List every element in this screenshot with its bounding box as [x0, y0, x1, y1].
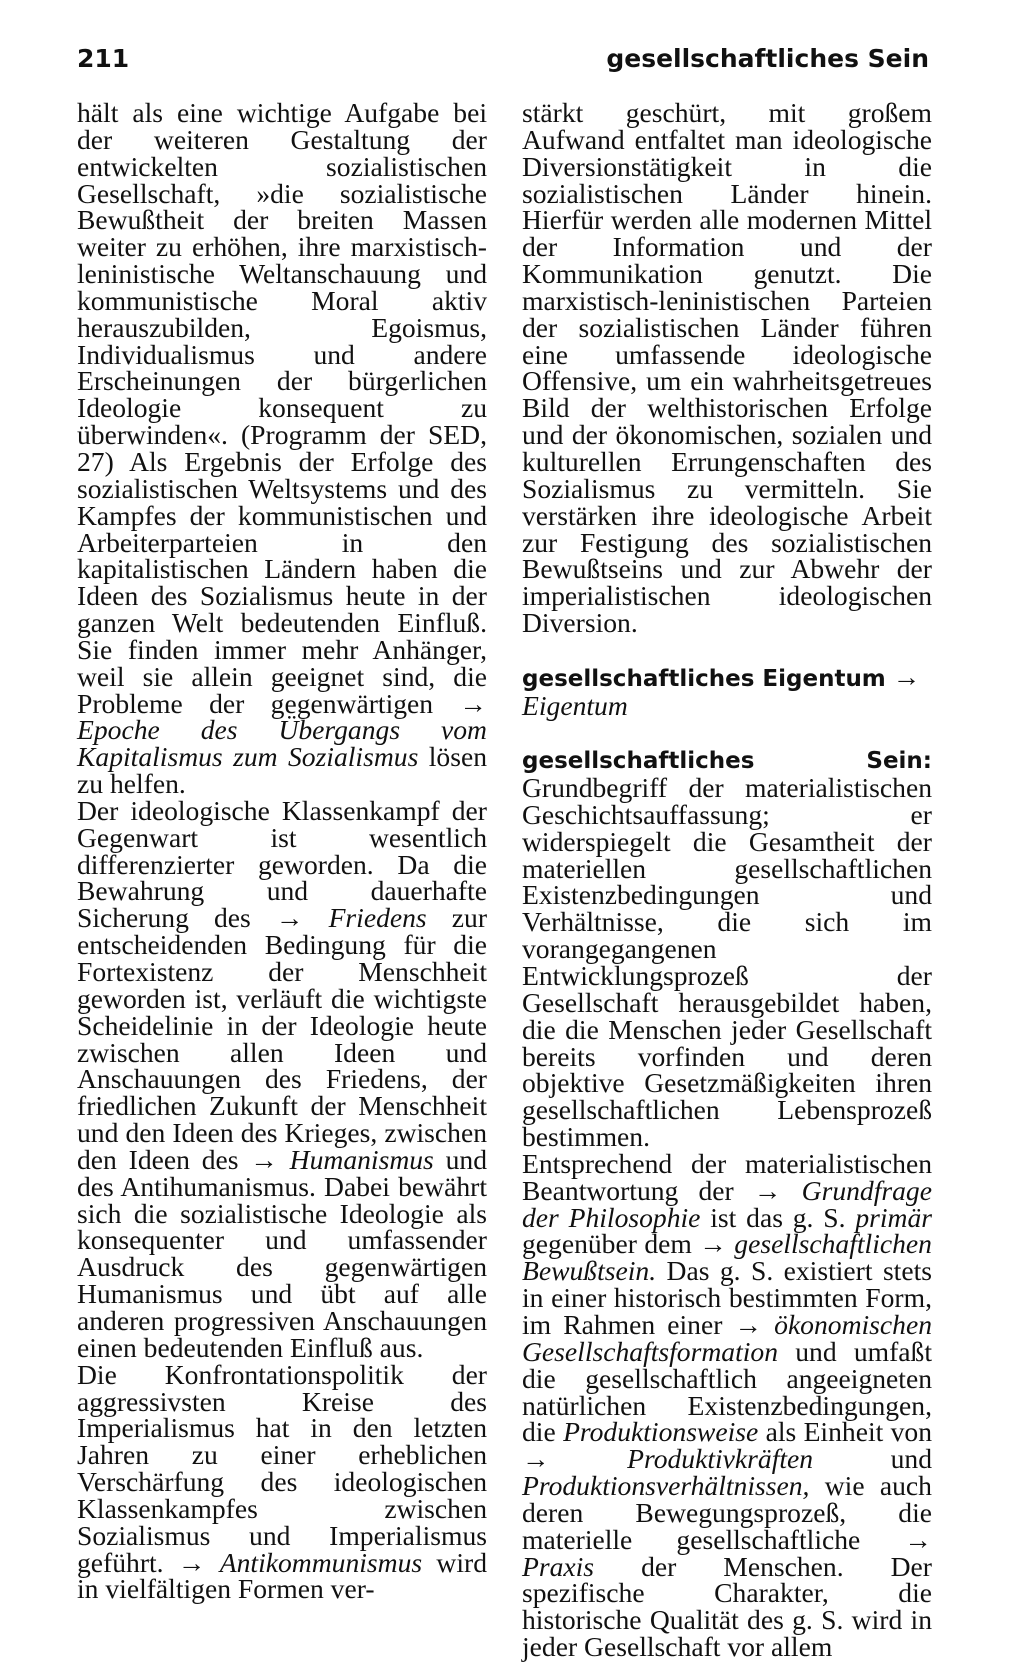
- body-text: Die Konfrontationspolitik der aggressivsten Kreise des Imperialismus hat in den letzten Jahren zu einer erheblichen Verschärfung des ideologischen Klassenkampfes zwischen Sozialismus und Imperialismus geführt. →: [77, 1358, 487, 1578]
- entry-headword: gesellschaftliches Eigentum: [522, 665, 886, 692]
- paragraph: [77, 97, 487, 800]
- paragraph: [77, 794, 488, 1363]
- running-head: gesellschaftliches Sein: [606, 44, 929, 73]
- body-text: als Einheit von →: [522, 1416, 932, 1475]
- emphasis: Produktionsweise: [563, 1416, 759, 1448]
- body-text: lösen zu helfen.: [77, 741, 487, 800]
- page-number: 211: [77, 44, 130, 73]
- dictionary-entry: [522, 746, 932, 1151]
- cross-reference: Eigentum: [522, 689, 628, 721]
- cross-reference: Epoche des Übergangs vom Kapitalismus zum Sozialismus: [77, 714, 487, 773]
- paragraph: [77, 1358, 488, 1605]
- body-text: und umfaßt die gesellschaftlich angeeigneten natürlichen Existenzbedingungen, die: [522, 1335, 932, 1448]
- cross-reference: Antikommunismus: [219, 1546, 423, 1578]
- body-text: Grundbegriff der materialistischen Geschichtsauffassung; er widerspiegelt die Gesamtheit der materiellen gesellschaftlichen Existenzbedingungen und Verhältnisse, die sich im vorangegangenen Entwicklungsprozeß der Gesellschaft herausgebildet haben, die die Menschen jeder Gesellschaft bereits vorfinden und deren objektive Gesetzmäßigkeiten ihren gesellschaftlichen Lebensprozeß bestimmen.: [522, 772, 932, 1153]
- cross-reference: Humanismus: [289, 1143, 434, 1175]
- body-text: gegenüber dem →: [522, 1228, 727, 1260]
- right-column: [522, 97, 933, 1662]
- cross-reference: Friedens: [328, 902, 427, 934]
- arrow: →: [892, 660, 921, 692]
- cross-reference: Praxis: [522, 1550, 595, 1582]
- cross-reference: Grundfrage der Philosophie: [522, 1174, 932, 1233]
- paragraph: stärkt geschürt, mit großem Aufwand entfaltet man ideologische Diversionstätigkeit in die sozialistischen Länder hinein. Hierfür werden alle modernen Mittel der Information und der Kommunikation genutzt. Die marxistisch-leninistischen Parteien der sozialistischen Länder führen eine umfassende ideologische Offensive, um ein wahrheitsgetreues Bild der welthistorischen Erfolge und der ökonomischen, sozialen und kulturellen Errungenschaften des Sozialismus zu vermitteln. Sie verstärken ihre ideologische Arbeit zur Festigung des sozialistischen Bewußtseins und zur Abwehr der imperialistischen ideologischen Diversion.: [522, 97, 932, 639]
- entry-headword: gesellschaftliches Sein:: [522, 748, 932, 775]
- body-text: hält als eine wichtige Aufgabe bei der weiteren Gestaltung der entwickelten sozialistischen Gesellschaft, »die sozialistische Bewußtheit der breiten Massen weiter zu erhöhen, ihre marxistisch-leninistische Weltanschauung und kommunistische Moral aktiv herauszubilden, Egoismus, Individualismus und andere Erscheinungen der bürgerlichen Ideologie konsequent zu überwinden«. (Programm der SED, 27) Als Ergebnis der Erfolge des sozialistischen Weltsystems und des Kampfes der kommunistischen und Arbeiterparteien in den kapitalistischen Ländern haben die Ideen des Sozialismus heute in der ganzen Welt bedeutenden Einfluß. Sie finden immer mehr Anhänger, weil sie allein geeignet sind, die Probleme der gegenwärtigen →: [77, 97, 487, 719]
- cross-reference: ökonomischen Gesellschaftsformation: [522, 1308, 932, 1367]
- body-text: Entsprechend der materialistischen Beantwortung der →: [522, 1147, 932, 1206]
- emphasis: primär: [855, 1201, 933, 1233]
- cross-reference: Produktivkräften: [627, 1443, 814, 1475]
- body-text: Der ideologische Klassenkampf der Gegenwart ist wesentlich differenzierter geworden. Da die Bewahrung und dauerhafte Sicherung des →: [77, 794, 487, 934]
- entry-separator: [522, 637, 932, 664]
- dictionary-entry: [522, 660, 932, 721]
- body-text: der Menschen. Der spezifische Charakter, die historische Qualität des g. S. wird in jeder Gesellschaft vor allem: [522, 1550, 932, 1662]
- body-text: zur entscheidenden Bedingung für die Fortexistenz der Menschheit geworden ist, verläuft die wichtigste Scheidelinie in der Ideologie heute zwischen allen Ideen und Anschauungen des Friedens, der friedlichen Zukunft der Menschheit und den Ideen des Krieges, zwischen den Ideen des →: [77, 902, 488, 1175]
- cross-reference: gesellschaftlichen Bewußtsein.: [522, 1228, 932, 1287]
- body-text: Das g. S. existiert stets in einer historisch bestimmten Form, im Rahmen einer →: [522, 1255, 932, 1340]
- paragraph: [522, 1147, 933, 1662]
- body-text: ist das g. S.: [710, 1201, 846, 1233]
- entry-separator: [522, 719, 932, 746]
- body-text: wird in vielfältigen Formen ver-: [77, 1546, 488, 1605]
- left-column: [77, 97, 488, 1605]
- emphasis: Produktionsverhältnissen,: [522, 1470, 810, 1502]
- body-text: wie auch deren Bewegungsprozeß, die materielle gesellschaftliche →: [522, 1470, 932, 1555]
- body-text: und: [890, 1443, 932, 1475]
- body-text: und des Antihumanismus. Dabei bewährt sich die sozialistische Ideologie als konsequenter und umfassender Ausdruck des gegenwärtigen Humanismus und übt auf alle anderen progressiven Anschauungen einen bedeutenden Einfluß aus.: [77, 1143, 487, 1363]
- page-header: [77, 44, 929, 84]
